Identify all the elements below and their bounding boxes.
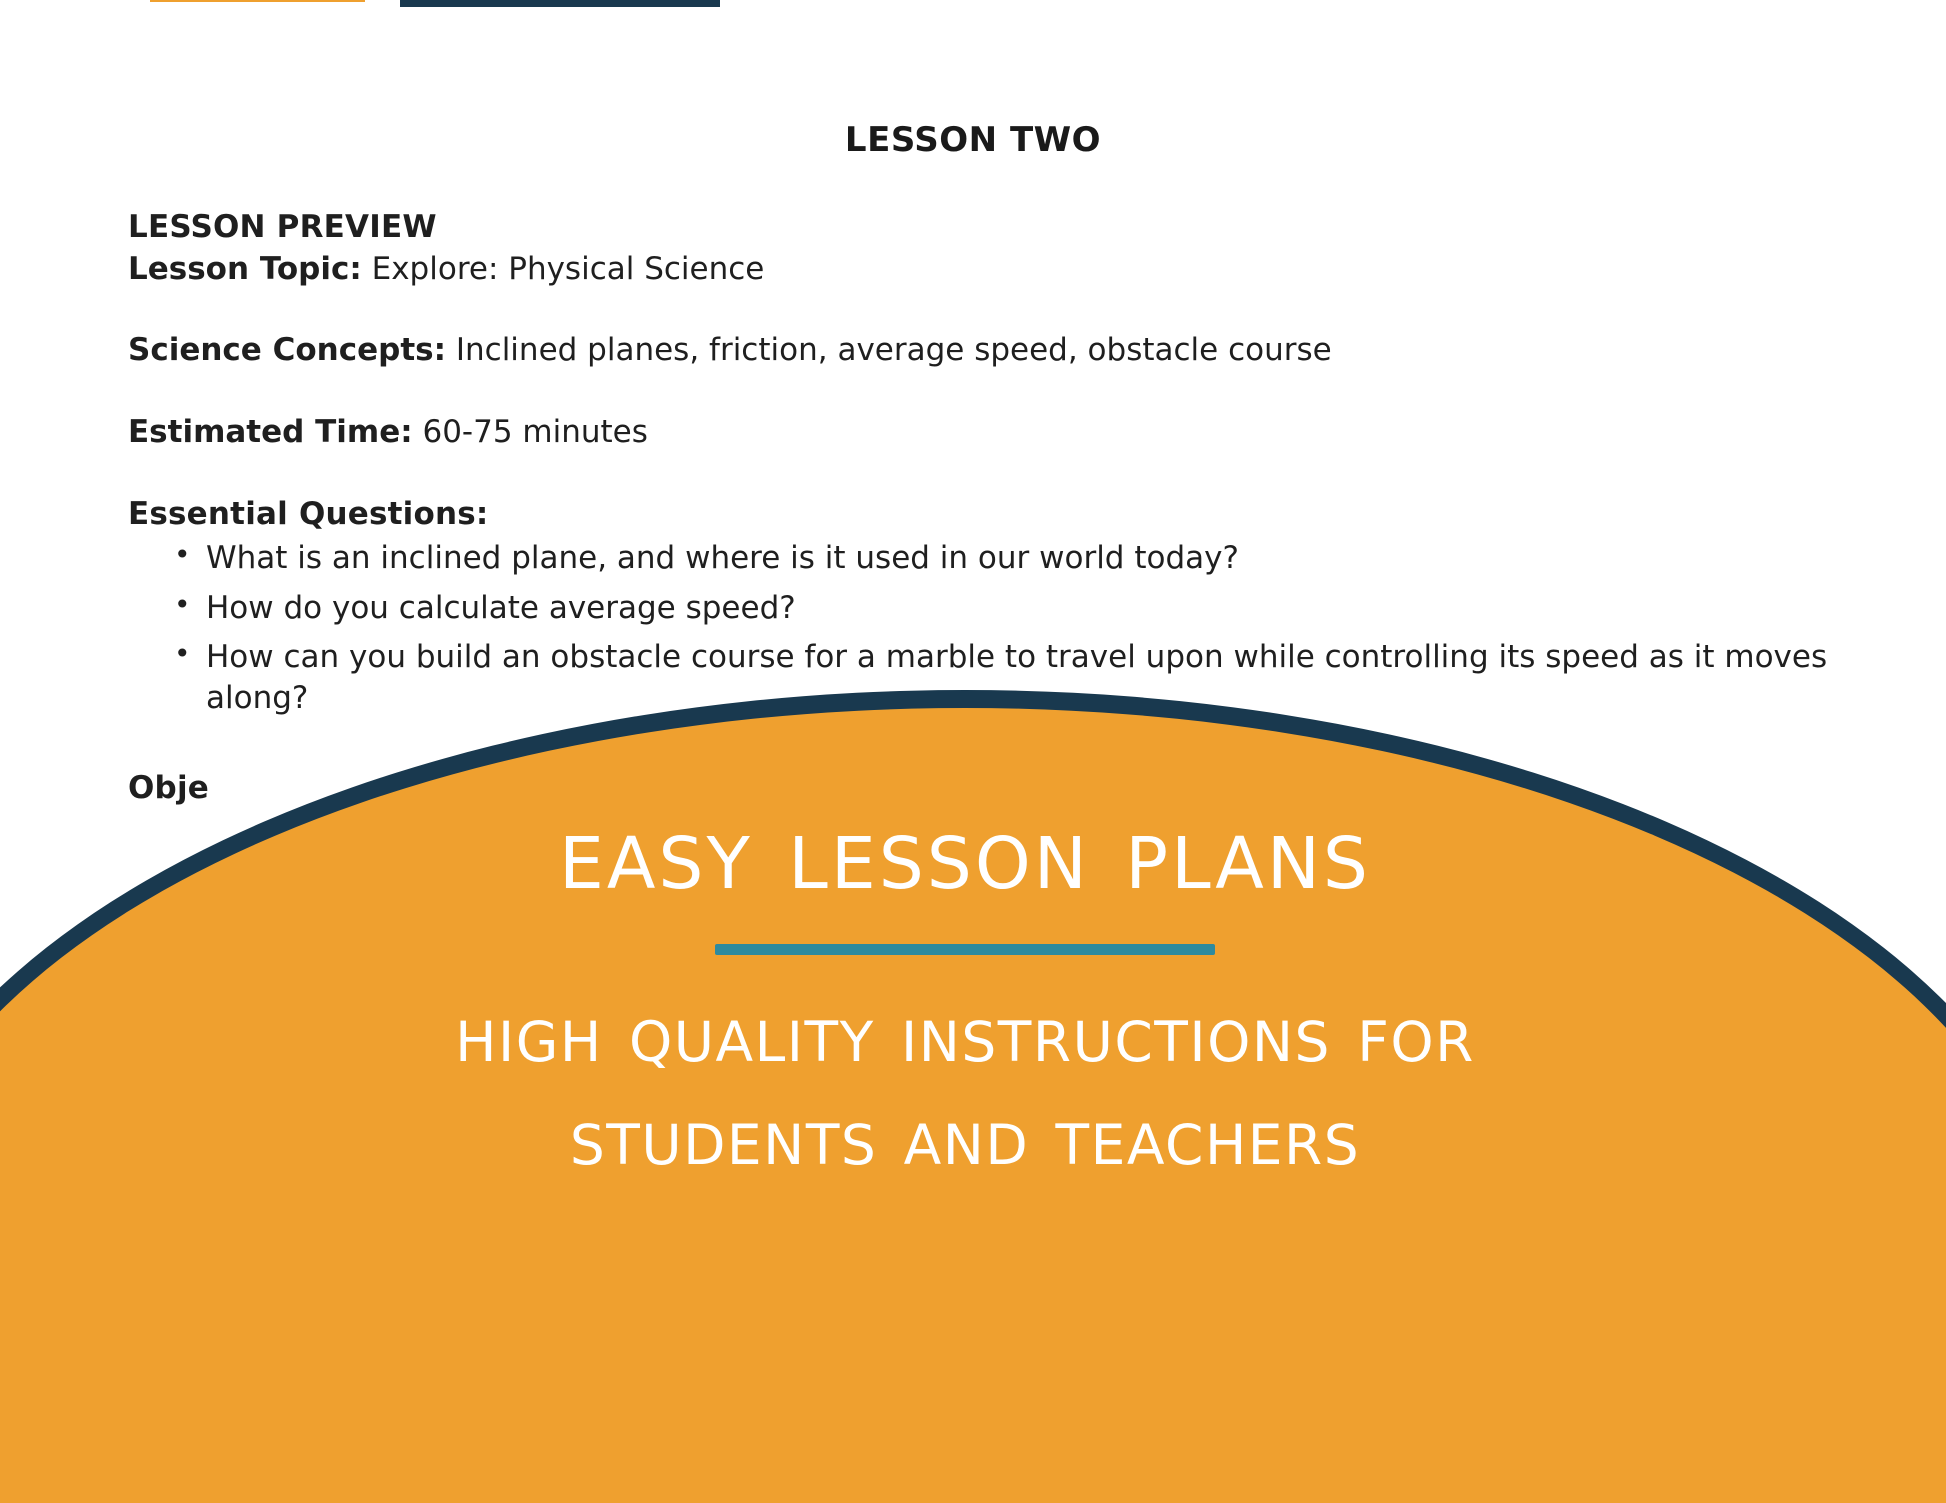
list-item: • How can you build an obstacle course for a marble to travel upon while controlling its speed as it moves along?: [206, 637, 1888, 719]
brand-subtitle-line2: students and teachers: [569, 1092, 1361, 1183]
spacer-1: [128, 289, 1888, 331]
list-item: • How do you calculate average speed?: [206, 588, 1888, 629]
top-tab-orange-decoration: [150, 0, 365, 2]
list-item: • What is an inclined plane, and where is it used in our world today?: [206, 538, 1888, 579]
lesson-preview-heading: LESSON PREVIEW: [128, 209, 437, 245]
objectives-heading: Obje: [128, 770, 209, 807]
field-science-concepts: [128, 331, 1888, 371]
brand-title: easy lesson plans: [558, 794, 1371, 913]
field-lesson-topic-label: Lesson Topic:: [128, 250, 362, 287]
page-title: LESSON TWO: [844, 120, 1102, 160]
spacer-2: [128, 371, 1888, 413]
field-lesson-topic-value: Explore: Physical Science: [371, 250, 765, 287]
essential-questions-heading: Essential Questions:: [128, 495, 489, 532]
brand-badge-inner: [0, 708, 1946, 1503]
field-estimated-time-value: 60-75 minutes: [422, 414, 648, 451]
field-estimated-time-label: Estimated Time:: [128, 414, 413, 451]
brand-divider: [715, 944, 1215, 955]
brand-badge: [0, 690, 1946, 1503]
spacer-3: [128, 453, 1888, 495]
brand-subtitle: [0, 984, 1946, 1190]
brand-subtitle-line1: high quality instructions for: [455, 990, 1475, 1080]
field-science-concepts-label: Science Concepts:: [128, 332, 446, 369]
field-science-concepts-value: Inclined planes, friction, average speed, obstacle course: [455, 332, 1332, 369]
field-lesson-topic: [128, 250, 1888, 290]
field-estimated-time: [128, 413, 1888, 453]
top-rule-decoration: [400, 0, 720, 7]
